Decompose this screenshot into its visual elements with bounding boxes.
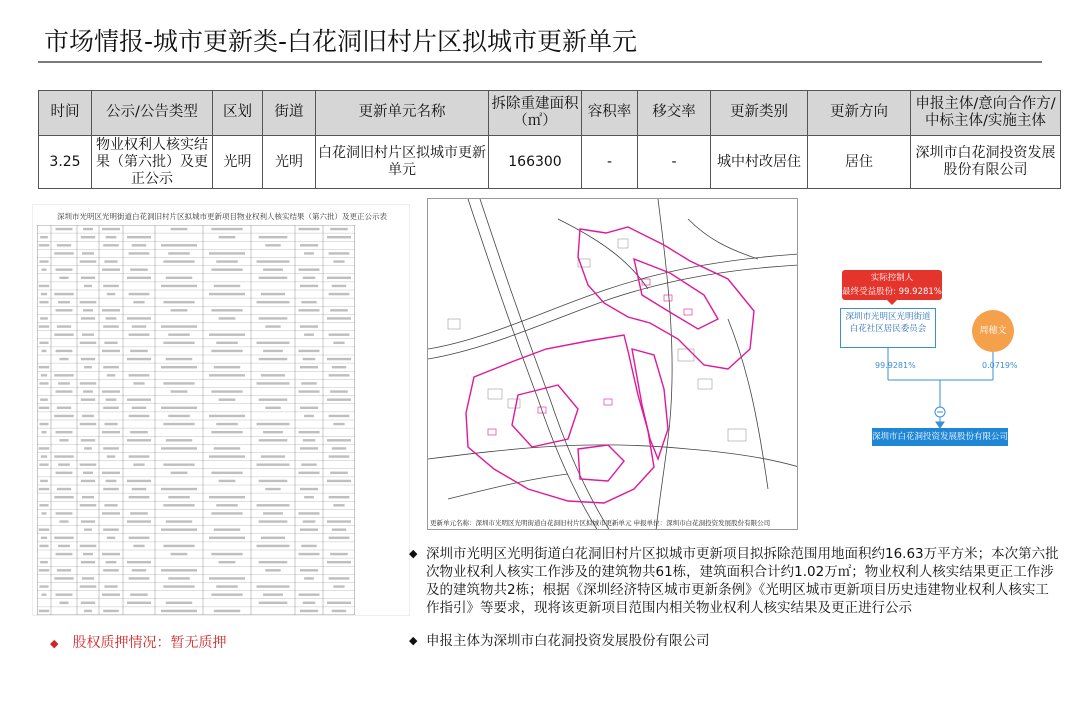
- cell-notice-type: 物业权利人核实结果（第六批）及更正公示: [92, 136, 213, 189]
- cell-district: 光明: [213, 136, 263, 189]
- summary-table: [38, 90, 1061, 189]
- header-unit-name: 更新单元名称: [316, 91, 489, 136]
- bullet-applicant-text: 申报主体为深圳市白花洞投资发展股份有限公司: [426, 633, 710, 649]
- table-header-row: [39, 91, 1061, 136]
- site-plan-map: [427, 198, 798, 530]
- equity-pledge-text: 股权质押情况：暂无质押: [72, 635, 227, 651]
- actual-controller-label: 实际控制人: [870, 273, 914, 283]
- cell-plot-ratio: -: [582, 136, 638, 189]
- header-time: 时间: [39, 91, 92, 136]
- cell-transfer-rate: -: [638, 136, 711, 189]
- equity-structure-diagram: [828, 262, 1058, 462]
- final-benefit-share: 最终受益股份: 99.9281%: [842, 287, 942, 297]
- title-divider: [38, 61, 1042, 63]
- header-district: 区划: [213, 91, 263, 136]
- header-plot-ratio: 容积率: [582, 91, 638, 136]
- header-demolition-area: 拆除重建面积（㎡）: [489, 91, 582, 136]
- header-notice-type: 公示/公告类型: [92, 91, 213, 136]
- actual-controller-tag: [842, 270, 942, 300]
- cell-unit-name: 白花洞旧村片区拟城市更新单元: [316, 136, 489, 189]
- table-row: [39, 136, 1061, 189]
- header-applicant: 申报主体/意向合作方/中标主体/实施主体: [911, 91, 1061, 136]
- shareholder-avatar: 周穗文: [972, 310, 1014, 352]
- site-plan-caption: 更新单元名称：深圳市光明区光明街道白花洞旧村片区拟城市更新单元 申报单位：深圳市白花洞投资发展股份有限公司: [430, 519, 771, 527]
- equity-pledge-status: [50, 632, 226, 652]
- header-update-category: 更新类别: [711, 91, 808, 136]
- bullet-project-summary: [409, 545, 1059, 617]
- diamond-bullet-icon: ◆: [409, 634, 418, 647]
- diamond-bullet-icon: ◆: [50, 637, 59, 650]
- company-box: 深圳市白花洞投资发展股份有限公司: [872, 428, 1008, 446]
- site-plan-drawing: [428, 199, 798, 530]
- page-title: 市场情报-城市更新类-白花洞旧村片区拟城市更新单元: [44, 27, 638, 56]
- header-update-direction: 更新方向: [808, 91, 911, 136]
- bullet-applicant: [409, 632, 1059, 650]
- scanned-notice-title: 深圳市光明区光明街道白花洞旧村片区拟城市更新项目物业权利人核实结果（第六批）及更正公示表: [57, 212, 387, 221]
- header-transfer-rate: 移交率: [638, 91, 711, 136]
- bullet-project-summary-text: 深圳市光明区光明街道白花洞旧村片区拟城市更新项目拟拆除范围用地面积约16.63万平方米；本次第六批次物业权利人核实工作涉及的建筑物共61栋，建筑面积合计约1.02万㎡；物业权利人核实结果更正工作涉及的建筑物共2栋；根据《深圳经济特区城市更新条例》《光明区城市更新项目历史违建物业权利人核实工作指引》等要求，现将该更新项目范围内相关物业权利人核实结果及更正进行公示: [426, 546, 1059, 616]
- cell-applicant: 深圳市白花洞投资发展股份有限公司: [911, 136, 1061, 189]
- scanned-table-grid: [37, 225, 355, 615]
- share-percent-committee: 99.9281%: [875, 361, 916, 370]
- controller-tag-pointer: [887, 300, 897, 305]
- cell-update-category: 城中村改居住: [711, 136, 808, 189]
- cell-demolition-area: 166300: [489, 136, 582, 189]
- share-percent-person: 0.0719%: [982, 361, 1018, 370]
- cell-time: 3.25: [39, 136, 92, 189]
- scanned-notice-table: [32, 204, 410, 616]
- cell-street: 光明: [263, 136, 316, 189]
- residents-committee-box: 深圳市光明区光明街道白花社区居民委员会: [840, 308, 936, 348]
- header-street: 街道: [263, 91, 316, 136]
- cell-update-direction: 居住: [808, 136, 911, 189]
- diamond-bullet-icon: ◆: [409, 547, 418, 560]
